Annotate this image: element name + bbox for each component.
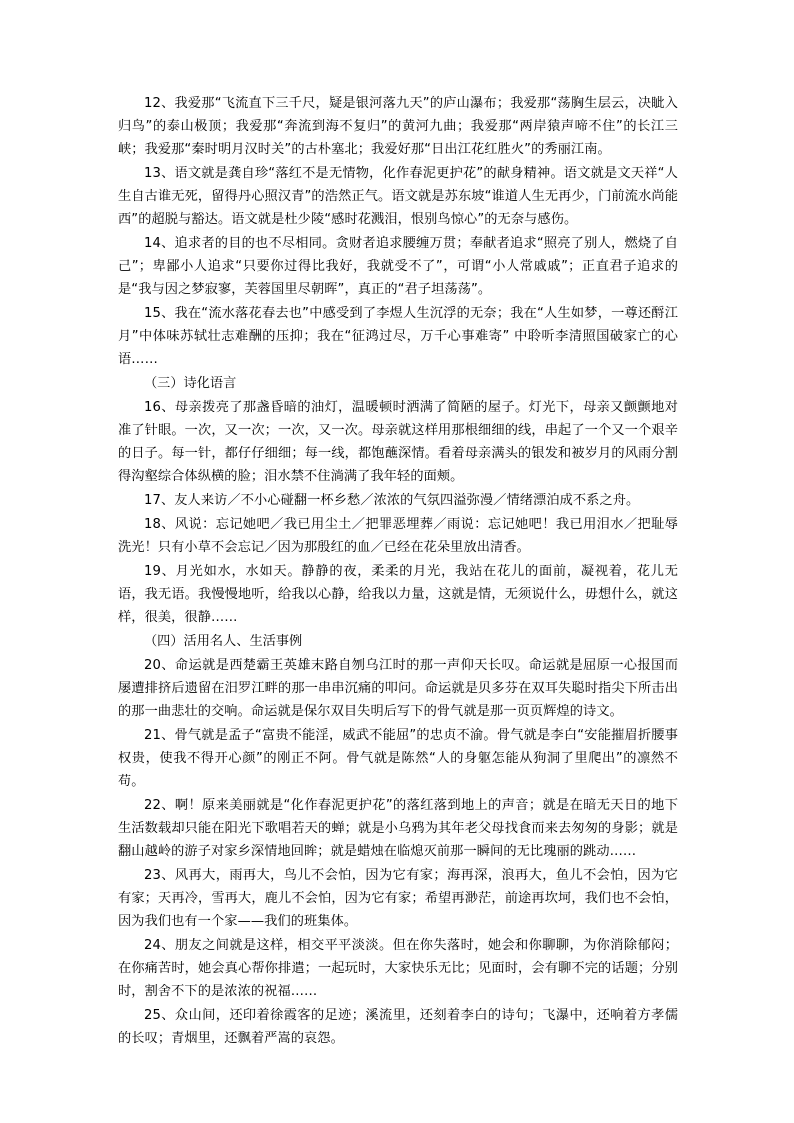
paragraph-21: 21、骨气就是孟子“富贵不能淫，威武不能屈”的忠贞不渝。骨气就是李白“安能摧眉折腰事权贵，使我不得开心颜”的刚正不阿。骨气就是陈然“人的身躯怎能从狗洞了里爬出”的凛然不苟。 bbox=[118, 728, 678, 789]
paragraph-13: 13、语文就是龚自珍“落红不是无情物，化作春泥更护花”的献身精神。语文就是文天祥“人生自古谁无死，留得丹心照汉青”的浩然正气。语文就是苏东坡“谁道人生无再少，门前流水尚能西”的超脱与豁达。语文就是杜少陵“感时花溅泪，恨别鸟惊心”的无奈与感伤。 bbox=[118, 166, 678, 227]
paragraph-20: 20、命运就是西楚霸王英雄末路自刎乌江时的那一声仰天长叹。命运就是屈原一心报国而屡遭排挤后遗留在汨罗江畔的那一串串沉痛的叩问。命运就是贝多芬在双耳失聪时指尖下所击出的那一曲悲壮的交响。命运就是保尔双目失明后写下的骨气就是那一页页辉煌的诗文。 bbox=[118, 658, 678, 719]
paragraph-18: 18、风说：忘记她吧／我已用尘土／把罪恶埋葬／雨说：忘记她吧！我已用泪水／把耻辱洗光！只有小草不会忘记／因为那殷红的血／已经在花朵里放出清香。 bbox=[118, 517, 678, 555]
paragraph-12: 12、我爱那“飞流直下三千尺，疑是银河落九天”的庐山瀑布；我爱那“荡胸生层云，决眦入归鸟”的泰山极顶；我爱那“奔流到海不复归”的黄河九曲；我爱那“两岸猿声啼不住”的长江三峡；我爱那“秦时明月汉时关”的古朴塞北；我爱好那“日出江花红胜火”的秀丽江南。 bbox=[118, 96, 678, 157]
paragraph-19: 19、月光如水，水如天。静静的夜，柔柔的月光，我站在花儿的面前，凝视着，花儿无语，我无语。我慢慢地听，给我以心静，给我以力量，这就是情，无须说什么，毋想什么，就这样，很美，很静…… bbox=[118, 564, 678, 625]
document-page bbox=[118, 92, 678, 1051]
paragraph-25: 25、众山间，还印着徐霞客的足迹；溪流里，还刻着李白的诗句；飞瀑中，还响着方孝儒的长叹；青烟里，还飘着严嵩的哀怨。 bbox=[118, 1008, 678, 1046]
paragraph-14: 14、追求者的目的也不尽相同。贪财者追求腰缠万贯；奉献者追求“照亮了别人，燃烧了自己”；卑鄙小人追求“只要你过得比我好，我就受不了”，可谓“小人常戚戚”；正直君子追求的是“我与因之梦寂寥，芙蓉国里尽朝晖”，真正的“君子坦荡荡”。 bbox=[118, 236, 678, 297]
section-heading-poetic-language: （三）诗化语言 bbox=[144, 376, 237, 391]
paragraph-23: 23、风再大，雨再大，鸟儿不会怕，因为它有家；海再深，浪再大，鱼儿不会怕，因为它有家；天再冷，雪再大，鹿儿不会怕，因为它有家；希望再渺茫，前途再坎坷，我们也不会怕，因为我们也有一个家——我们的班集体。 bbox=[118, 868, 678, 929]
paragraph-22: 22、啊！原来美丽就是“化作春泥更护花”的落红落到地上的声音；就是在暗无天日的地下生活数载却只能在阳光下歌唱若天的蝉；就是小乌鸦为其年老父母找食而来去匆匆的身影；就是翻山越岭的游子对家乡深情地回眸；就是蜡烛在临熄灭前那一瞬间的无比瑰丽的跳动…… bbox=[118, 798, 678, 859]
paragraph-15: 15、我在“流水落花春去也”中感受到了李煜人生沉浮的无奈；我在“人生如梦，一尊还酹江月”中体味苏轼壮志难酬的压抑；我在“征鸿过尽，万千心事难寄” 中聆听李清照国破家亡的心语…… bbox=[118, 306, 678, 367]
section-heading-examples: （四）活用名人、生活事例 bbox=[144, 634, 303, 649]
paragraph-17: 17、友人来访／不小心碰翻一杯乡愁／浓浓的气氛四溢弥漫／情绪漂泊成不系之舟。 bbox=[144, 493, 640, 508]
paragraph-16: 16、母亲拨亮了那盏昏暗的油灯，温暖顿时洒满了简陋的屋子。灯光下，母亲又颤颤地对准了针眼。一次，又一次；一次，又一次。母亲就这样用那根细细的线，串起了一个又一个艰辛的日子。每一针，都仔仔细细；每一线，都饱蘸深情。看着母亲满头的银发和被岁月的风雨分割得沟壑综合体纵横的脸；泪水禁不住淌满了我年轻的面颊。 bbox=[118, 400, 678, 484]
paragraph-24: 24、朋友之间就是这样，相交平平淡淡。但在你失落时，她会和你聊聊，为你消除郁闷；在你痛苦时，她会真心帮你排遣；一起玩时，大家快乐无比；见面时，会有聊不完的话题；分别时，割舍不下的是浓浓的祝福…… bbox=[118, 938, 678, 999]
